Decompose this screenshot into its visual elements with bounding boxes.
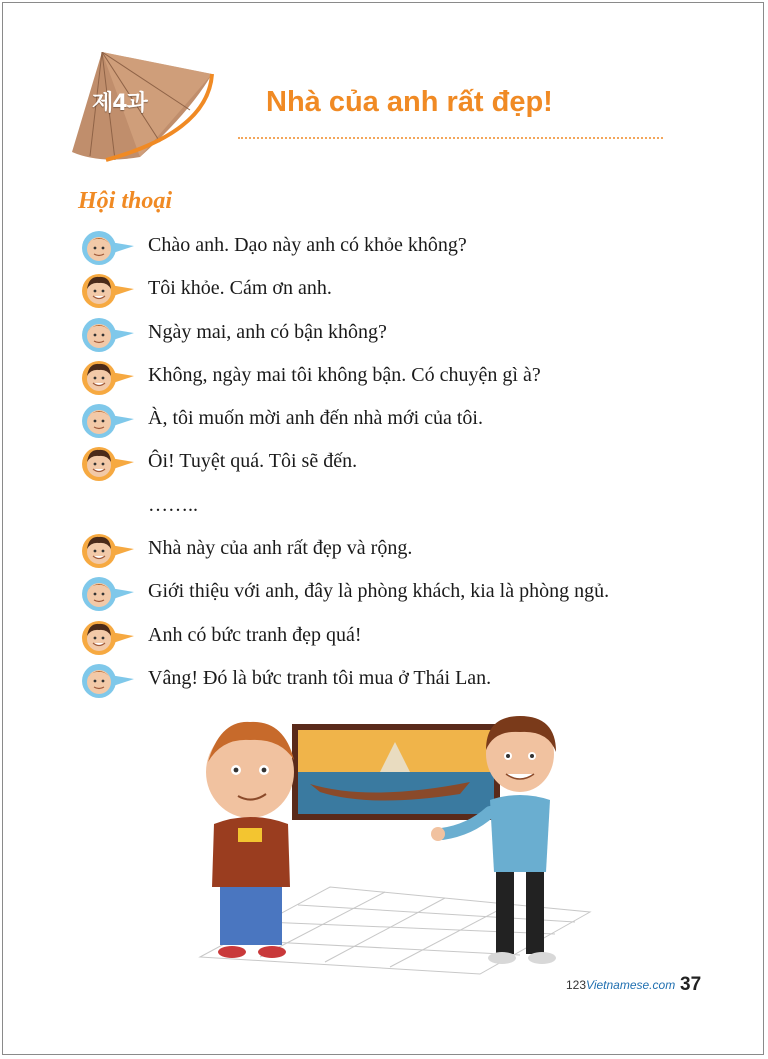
- dialogue-text: Ngày mai, anh có bận không?: [148, 320, 387, 343]
- site-digits: 123: [566, 978, 587, 992]
- dialogue-text: Nhà này của anh rất đẹp và rộng.: [148, 537, 413, 560]
- painting-frame: [292, 724, 500, 820]
- title-divider: [238, 137, 663, 139]
- speaker-blue-icon: [80, 315, 136, 355]
- living-room-illustration: [180, 712, 600, 982]
- lesson-header: [70, 52, 670, 167]
- dialogue-line: [80, 401, 720, 444]
- speaker-blue-icon: [80, 228, 136, 268]
- dialogue-text: Chào anh. Dạo này anh có khỏe không?: [148, 234, 467, 256]
- page-title: Nhà của anh rất đẹp!: [266, 86, 553, 118]
- dialogue-line: [80, 488, 720, 531]
- dialogue-line: [80, 315, 720, 358]
- dialogue-list: [80, 228, 720, 704]
- dialogue-line: [80, 358, 720, 401]
- speaker-blue-icon: [80, 401, 136, 441]
- dialogue-text: À, tôi muốn mời anh đến nhà mới của tôi.: [148, 407, 483, 430]
- dialogue-text: Tôi khỏe. Cám ơn anh.: [148, 277, 332, 300]
- speaker-blue-icon: [80, 661, 136, 701]
- dialogue-line: [80, 574, 720, 617]
- speaker-blue-icon: [80, 574, 136, 614]
- speaker-orange-icon: [80, 271, 136, 311]
- dialogue-text: Anh có bức tranh đẹp quá!: [148, 623, 362, 646]
- dialogue-line: [80, 531, 720, 574]
- section-heading: Hội thoại: [78, 188, 173, 214]
- dialogue-text: Vâng! Đó là bức tranh tôi mua ở Thái Lan.: [148, 666, 492, 689]
- ellipsis-text: ……..: [148, 493, 198, 516]
- dialogue-line: [80, 228, 720, 271]
- dialogue-line: [80, 271, 720, 314]
- dialogue-line: [80, 444, 720, 487]
- dialogue-text: Giới thiệu với anh, đây là phòng khách, kia là phòng ngủ.: [148, 580, 610, 603]
- site-footer: [566, 978, 675, 992]
- lesson-number: 제4과: [92, 91, 147, 116]
- boy-left-character: [206, 722, 294, 958]
- speaker-orange-icon: [80, 618, 136, 658]
- dialogue-text: Ôi! Tuyệt quá. Tôi sẽ đến.: [148, 450, 358, 473]
- dialogue-text: Không, ngày mai tôi không bận. Có chuyện gì à?: [148, 363, 541, 386]
- speaker-orange-icon: [80, 531, 136, 571]
- speaker-orange-icon: [80, 444, 136, 484]
- dialogue-line: [80, 618, 720, 661]
- page-number: 37: [680, 974, 702, 995]
- dialogue-line: [80, 661, 720, 704]
- site-name: Vietnamese.com: [586, 978, 676, 992]
- speaker-orange-icon: [80, 358, 136, 398]
